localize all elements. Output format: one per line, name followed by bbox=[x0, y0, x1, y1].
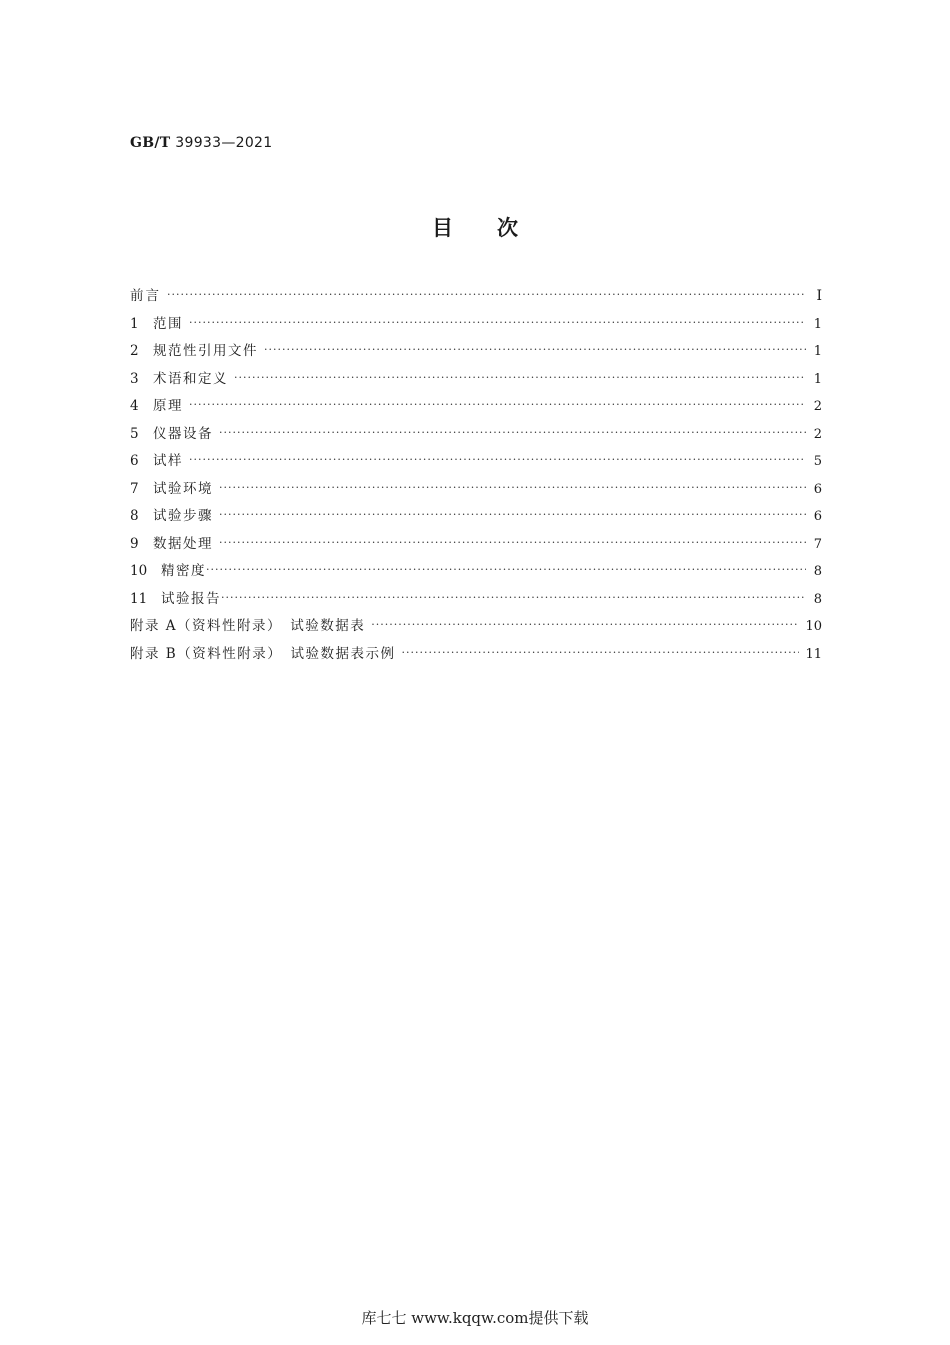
toc-item-number: 10 bbox=[130, 563, 148, 579]
toc-item-number: 6 bbox=[130, 453, 139, 469]
toc-item-label: 数据处理 bbox=[153, 535, 213, 552]
table-of-contents bbox=[130, 284, 822, 669]
toc-leader-dots bbox=[234, 371, 806, 384]
toc-item-test-procedure[interactable] bbox=[130, 504, 822, 532]
toc-item-page: 10 bbox=[805, 619, 822, 634]
toc-leader-dots bbox=[167, 288, 806, 301]
toc-item-label: 精密度 bbox=[161, 563, 206, 579]
toc-item-page: 6 bbox=[813, 481, 822, 497]
toc-item-foreword[interactable] bbox=[130, 284, 822, 312]
toc-item-terms-definitions[interactable] bbox=[130, 367, 822, 395]
toc-item-page: 1 bbox=[813, 344, 822, 359]
toc-leader-dots bbox=[189, 453, 806, 466]
toc-item-label: 前言 bbox=[130, 288, 161, 304]
toc-item-precision[interactable] bbox=[130, 559, 822, 587]
toc-item-label: 附录 B（资料性附录） 试验数据表示例 bbox=[130, 645, 396, 662]
toc-item-number: 4 bbox=[130, 398, 139, 414]
toc-item-page: 8 bbox=[813, 564, 822, 579]
toc-item-annex-a[interactable] bbox=[130, 614, 822, 642]
toc-leader-dots bbox=[221, 591, 806, 604]
toc-item-page: 1 bbox=[813, 371, 822, 387]
toc-item-page: 6 bbox=[813, 509, 822, 524]
toc-item-page: 7 bbox=[813, 536, 822, 552]
toc-item-number: 3 bbox=[130, 370, 139, 387]
toc-item-number: 5 bbox=[130, 425, 139, 442]
toc-item-number: 2 bbox=[130, 343, 139, 359]
toc-item-test-report[interactable] bbox=[130, 587, 822, 615]
toc-leader-dots bbox=[401, 646, 799, 659]
toc-leader-dots bbox=[219, 426, 806, 439]
toc-item-label: 范围 bbox=[153, 315, 183, 332]
toc-item-page: 5 bbox=[813, 454, 822, 469]
toc-item-page: 8 bbox=[813, 591, 822, 607]
toc-leader-dots bbox=[264, 343, 806, 356]
download-source-footer: 库七七 www.kqqw.com提供下载 bbox=[361, 1309, 589, 1327]
toc-item-number: 7 bbox=[130, 480, 139, 497]
toc-item-apparatus[interactable] bbox=[130, 422, 822, 450]
toc-item-page: 2 bbox=[813, 399, 822, 414]
toc-item-number: 8 bbox=[130, 508, 139, 524]
toc-item-data-processing[interactable] bbox=[130, 532, 822, 560]
toc-leader-dots bbox=[219, 536, 806, 549]
toc-leader-dots bbox=[189, 316, 806, 329]
toc-item-label: 附录 A（资料性附录） 试验数据表 bbox=[130, 618, 366, 634]
toc-leader-dots bbox=[219, 481, 806, 494]
toc-item-label: 试验步骤 bbox=[153, 508, 213, 524]
page-title: 目次 bbox=[432, 216, 562, 240]
toc-item-label: 试验报告 bbox=[161, 590, 221, 607]
toc-item-label: 规范性引用文件 bbox=[153, 343, 258, 359]
toc-item-normative-references[interactable] bbox=[130, 339, 822, 367]
toc-item-label: 试验环境 bbox=[153, 480, 213, 497]
toc-item-label: 术语和定义 bbox=[153, 370, 228, 387]
toc-item-page: 1 bbox=[813, 316, 822, 332]
toc-leader-dots bbox=[219, 508, 806, 521]
toc-leader-dots bbox=[206, 563, 806, 576]
standard-number bbox=[130, 135, 272, 151]
toc-item-specimens[interactable] bbox=[130, 449, 822, 477]
toc-item-page: 11 bbox=[805, 646, 822, 662]
standard-code: 39933—2021 bbox=[175, 135, 273, 151]
toc-item-page: Ⅰ bbox=[816, 288, 822, 304]
standard-prefix: GB/T bbox=[130, 135, 171, 151]
toc-item-label: 试样 bbox=[153, 453, 183, 469]
toc-item-number: 9 bbox=[130, 535, 139, 552]
toc-leader-dots bbox=[189, 398, 806, 411]
toc-item-number: 1 bbox=[130, 315, 139, 332]
toc-item-label: 仪器设备 bbox=[153, 425, 213, 442]
toc-item-page: 2 bbox=[813, 426, 822, 442]
toc-item-label: 原理 bbox=[153, 398, 183, 414]
toc-item-number: 11 bbox=[130, 590, 148, 607]
toc-item-principle[interactable] bbox=[130, 394, 822, 422]
toc-item-test-environment[interactable] bbox=[130, 477, 822, 505]
toc-leader-dots bbox=[371, 618, 799, 631]
toc-item-annex-b[interactable] bbox=[130, 642, 822, 670]
toc-item-scope[interactable] bbox=[130, 312, 822, 340]
